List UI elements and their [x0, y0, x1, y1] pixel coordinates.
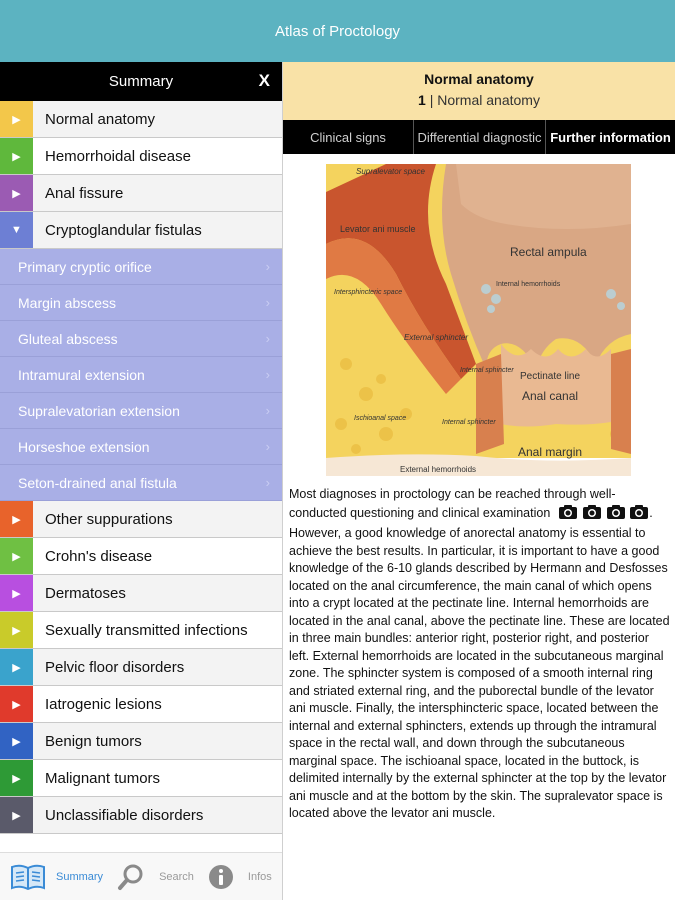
play-arrow-icon: ▶ — [0, 138, 33, 174]
content-panel — [283, 62, 675, 900]
sidebar-item-label: Crohn's disease — [45, 547, 153, 565]
label-external-hemorrhoids: External hemorrhoids — [400, 465, 477, 474]
sidebar-item-label: Unclassifiable disorders — [45, 806, 204, 824]
play-arrow-icon: ▶ — [0, 797, 33, 833]
article-body: . However, a good knowledge of anorectal anatomy is essential to achieve the best results. In particular, it is important to have a good knowledge of the 6-10 glands described by Hermann and Desfosses located on the anal circumference, the main canal of which opens into a crypt located at the pectinate line. Internal hemorrhoids are located in the anal canal, above the pectinate line. These are located in three main bundles: anterior right, posterior right, and posterior left. External hemorrhoids are located in the subcutaneous marginal zone. The sphincter system is composed of a smooth internal ring and striated external ring, and the puborectal bundle of the levator ani muscle. Finally, the intersphincteric space, located between the internal and external sphincters, extends up through the intramural space in the rectal wall, and down through the subcutaneous marginal space. The ischioanal space, located in the buttock, is delimited internally by the external sphincter at the top by the levator ani muscle and at the bottom by the skin. The supralevator space is located above the levator ani muscle. — [289, 505, 670, 820]
label-rectal-ampula: Rectal ampula — [510, 245, 587, 259]
page-subtitle-text: Normal anatomy — [437, 92, 540, 108]
play-arrow-icon: ▶ — [0, 760, 33, 796]
subitem-seton-drained-anal-fistula[interactable] — [0, 465, 282, 501]
sidebar-item-label: Dermatoses — [45, 584, 126, 602]
camera-icon[interactable] — [582, 504, 602, 526]
sidebar-title: Summary — [108, 73, 174, 90]
play-arrow-icon: ▶ — [0, 101, 33, 137]
subitem-label: Supralevatorian extension — [18, 402, 180, 419]
camera-icon[interactable] — [606, 504, 626, 526]
camera-icon[interactable] — [558, 504, 578, 526]
article-text — [289, 486, 672, 823]
sidebar-item-label: Cryptoglandular fistulas — [45, 221, 202, 239]
app-title: Atlas of Proctology — [274, 22, 401, 40]
sidebar-item-label: Pelvic floor disorders — [45, 658, 185, 676]
chevron-right-icon: › — [265, 259, 270, 274]
book-icon — [10, 864, 46, 890]
anatomy-illustration[interactable] — [326, 164, 631, 476]
page-subtitle — [283, 92, 675, 108]
sidebar-item-label: Normal anatomy — [45, 110, 156, 128]
subitem-gluteal-abscess[interactable] — [0, 321, 282, 357]
chevron-right-icon: › — [265, 403, 270, 418]
play-arrow-icon: ▶ — [0, 575, 33, 611]
play-arrow-icon: ▶ — [0, 501, 33, 537]
sidebar-item-dermatoses[interactable] — [0, 575, 282, 612]
chevron-right-icon: › — [265, 439, 270, 454]
tab-search[interactable] — [117, 863, 194, 891]
sidebar-item-cryptoglandular-fistulas[interactable] — [0, 212, 282, 249]
sidebar-item-hemorrhoidal-disease[interactable] — [0, 138, 282, 175]
camera-icon[interactable] — [629, 504, 649, 526]
sidebar-item-label: Other suppurations — [45, 510, 173, 528]
sidebar-item-label: Hemorrhoidal disease — [45, 147, 191, 165]
play-arrow-icon: ▶ — [0, 723, 33, 759]
subitem-primary-cryptic-orifice[interactable] — [0, 249, 282, 285]
magnifier-icon — [117, 863, 145, 891]
sidebar-item-anal-fissure[interactable] — [0, 175, 282, 212]
label-levator: Levator ani muscle — [340, 224, 416, 234]
chevron-right-icon: › — [265, 331, 270, 346]
label-internal-sphincter-lower: Internal sphincter — [442, 419, 496, 426]
subitem-margin-abscess[interactable] — [0, 285, 282, 321]
label-supralevator: Supralevator space — [356, 167, 425, 176]
tab-differential-diagnostic[interactable]: Differential diagnostic — [414, 120, 546, 154]
label-internal-hemorrhoids: Internal hemorrhoids — [496, 281, 561, 288]
content-header — [283, 62, 675, 120]
page-number: 1 — [418, 92, 426, 108]
subitem-label: Seton-drained anal fistula — [18, 474, 177, 491]
tab-search-label: Search — [159, 870, 194, 883]
page-separator: | — [425, 92, 438, 108]
sidebar-item-label: Malignant tumors — [45, 769, 161, 787]
tab-infos-label: Infos — [247, 870, 272, 883]
play-arrow-icon: ▶ — [0, 649, 33, 685]
label-ischioanal: Ischioanal space — [354, 415, 407, 422]
close-sidebar-button[interactable]: X — [258, 71, 270, 90]
bottom-tab-bar — [0, 852, 282, 900]
play-arrow-icon: ▶ — [0, 538, 33, 574]
sidebar-item-crohns-disease[interactable] — [0, 538, 282, 575]
article-intro: Most diagnoses in proctology can be reached through well-conducted questioning and clinical examination — [289, 487, 616, 520]
tab-clinical-signs[interactable]: Clinical signs — [283, 120, 414, 154]
sidebar-item-label: Anal fissure — [45, 184, 124, 202]
subitem-label: Intramural extension — [18, 366, 145, 383]
sidebar-item-iatrogenic-lesions[interactable] — [0, 686, 282, 723]
expanded-arrow-icon: ▼ — [0, 212, 33, 248]
subitem-label: Gluteal abscess — [18, 330, 118, 347]
subitem-supralevatorian-extension[interactable] — [0, 393, 282, 429]
play-arrow-icon: ▶ — [0, 175, 33, 211]
sidebar-item-label: Sexually transmitted infections — [45, 621, 248, 639]
sidebar-item-sexually-transmitted-infections[interactable] — [0, 612, 282, 649]
label-anal-canal: Anal canal — [522, 389, 579, 403]
tab-summary[interactable] — [10, 864, 103, 890]
content-tabs — [283, 120, 675, 154]
chevron-right-icon: › — [265, 295, 270, 310]
sidebar-item-normal-anatomy[interactable] — [0, 101, 282, 138]
sidebar-item-label: Iatrogenic lesions — [45, 695, 162, 713]
subitem-label: Margin abscess — [18, 294, 117, 311]
page-title: Normal anatomy — [424, 71, 534, 87]
subitem-label: Horseshoe extension — [18, 438, 150, 455]
sidebar-item-malignant-tumors[interactable] — [0, 760, 282, 797]
info-icon — [208, 864, 234, 890]
label-internal-sphincter-upper: Internal sphincter — [460, 367, 514, 374]
subitem-horseshoe-extension[interactable] — [0, 429, 282, 465]
chevron-right-icon: › — [265, 475, 270, 490]
label-intersphincteric: Intersphincteric space — [334, 289, 403, 296]
subitem-label: Primary cryptic orifice — [18, 258, 152, 275]
sidebar-item-pelvic-floor-disorders[interactable] — [0, 649, 282, 686]
sidebar-header — [0, 62, 282, 101]
sidebar-item-unclassifiable-disorders[interactable] — [0, 797, 282, 834]
sidebar-item-label: Benign tumors — [45, 732, 142, 750]
label-pectinate-line: Pectinate line — [520, 371, 581, 382]
play-arrow-icon: ▶ — [0, 612, 33, 648]
chevron-right-icon: › — [265, 367, 270, 382]
subitem-intramural-extension[interactable] — [0, 357, 282, 393]
tab-summary-label: Summary — [56, 870, 104, 883]
play-arrow-icon: ▶ — [0, 686, 33, 722]
sidebar-item-benign-tumors[interactable] — [0, 723, 282, 760]
tab-further-information[interactable]: Further information — [550, 129, 671, 145]
sidebar-item-other-suppurations[interactable] — [0, 501, 282, 538]
summary-sidebar — [0, 62, 283, 900]
label-external-sphincter: External sphincter — [404, 333, 469, 342]
label-anal-margin: Anal margin — [518, 445, 583, 459]
app-title-bar — [0, 0, 675, 62]
tab-infos[interactable] — [208, 864, 272, 890]
